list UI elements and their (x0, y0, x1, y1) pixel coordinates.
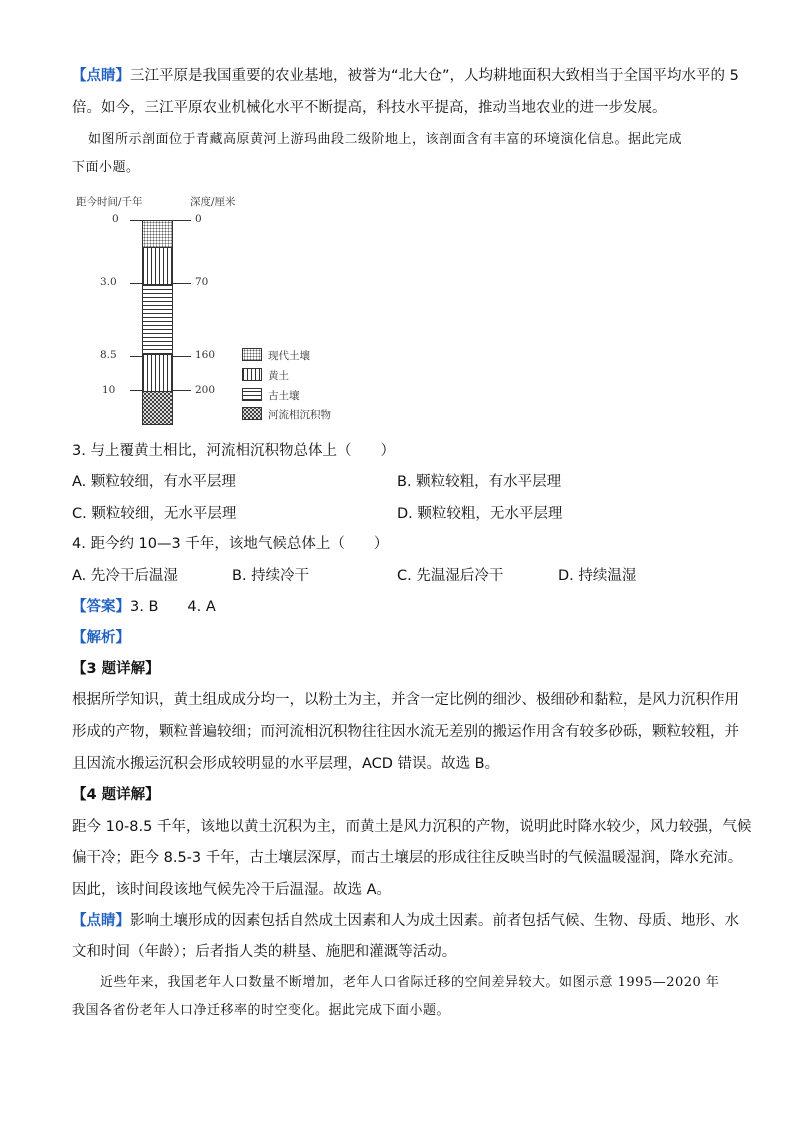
time-tick-mark (130, 356, 142, 357)
time-tick-mark (130, 390, 142, 391)
note-tag: 【点睛】 (72, 913, 130, 929)
note-line1 (72, 911, 739, 931)
stem-line2: 下面小题。 (72, 160, 140, 175)
q3-option-b: B. 颗粒较粗，有水平层理 (397, 474, 562, 490)
answer-line (72, 597, 216, 617)
detail3-line2: 形成的产物，颗粒普遍较细；而河流相沉积物往往因水流无差别的搬运作用含有较多砂砾，颗粒较粗，并 (72, 724, 739, 740)
intro-text-line2: 倍。如今，三江平原农业机械化水平不断提高，科技水平提高，推动当地农业的进一步发展。 (72, 100, 667, 116)
q4-option-d: D. 持续温湿 (558, 568, 637, 584)
legend-label: 黄土 (268, 370, 289, 382)
legend-swatch-modern-soil (242, 348, 262, 361)
legend-swatch-loess (242, 368, 262, 381)
time-tick-label: 8.5 (100, 349, 117, 361)
detail4-line2: 偏干冷；距今 8.5-3 千年，古土壤层深厚，而古土壤层的形成往往反映当时的气候温暖湿润，降水充沛。 (72, 850, 743, 866)
time-tick-label: 0 (112, 213, 119, 225)
answer-text: 3. B 4. A (130, 599, 216, 615)
soil-profile-figure (72, 190, 372, 430)
legend-label: 现代土壤 (268, 350, 310, 362)
depth-tick-mark (173, 390, 191, 391)
question-4: 4. 距今约 10—3 千年，该地气候总体上（ ） (72, 536, 389, 552)
time-tick-mark (130, 220, 142, 221)
time-tick-label: 3.0 (100, 276, 117, 288)
note-line2: 文和时间（年龄）；后者指人类的耕垦、施肥和灌溉等活动。 (72, 944, 457, 960)
intro-paragraph-line1 (72, 66, 739, 86)
q3-option-d: D. 颗粒较粗，无水平层理 (397, 506, 563, 522)
depth-tick-mark (173, 283, 191, 284)
depth-axis-title: 深度/厘米 (190, 196, 236, 208)
detail4-tag: 【4 题详解】 (72, 787, 160, 803)
legend-swatch-fluvial (242, 407, 262, 420)
legend-label: 古土壤 (268, 390, 300, 402)
depth-tick-mark (173, 356, 191, 357)
intro-tag: 【点睛】 (72, 68, 130, 84)
q4-option-c: C. 先温湿后冷干 (397, 568, 504, 584)
question-3: 3. 与上覆黄土相比，河流相沉积物总体上（ ） (72, 443, 395, 459)
depth-tick-label: 70 (195, 276, 209, 288)
depth-tick-label: 200 (195, 384, 216, 396)
q4-option-a: A. 先冷干后温湿 (72, 568, 178, 584)
layer-paleosol (143, 284, 172, 354)
intro-text-line1: 三江平原是我国重要的农业基地，被誉为“北大仓”，人均耕地面积大致相当于全国平均水平的 5 (130, 68, 739, 84)
profile-column (142, 220, 173, 425)
time-axis-title: 距今时间/千年 (76, 196, 143, 208)
depth-tick-mark (173, 220, 191, 221)
stem-line1: 如图所示剖面位于青藏高原黄河上游玛曲段二级阶地上，该剖面含有丰富的环境演化信息。据此完成 (88, 132, 683, 147)
detail4-line3: 因此，该时间段该地气候先冷干后温湿。故选 A。 (72, 882, 392, 898)
layer-modern-soil (143, 221, 172, 247)
depth-tick-label: 160 (195, 349, 216, 361)
detail3-line3: 且因流水搬运沉积会形成较明显的水平层理，ACD 错误。故选 B。 (72, 756, 500, 772)
next-stem-line1: 近些年来，我国老年人口数量不断增加，老年人口省际迁移的空间差异较大。如图示意 1995—2020 年 (100, 975, 720, 990)
legend-swatch-paleosol (242, 388, 262, 401)
layer-fluvial-deposit (143, 391, 172, 424)
time-tick-mark (130, 283, 142, 284)
layer-loess-upper (143, 247, 172, 284)
analysis-tag: 【解析】 (72, 630, 130, 646)
detail3-line1: 根据所学知识，黄土组成成分均一，以粉土为主，并含一定比例的细沙、极细砂和黏粒，是风力沉积作用 (72, 692, 739, 708)
next-stem-line2: 我国各省份老年人口净迁移率的时空变化。据此完成下面小题。 (72, 1003, 451, 1018)
answer-tag: 【答案】 (72, 599, 130, 615)
q4-option-b: B. 持续冷干 (232, 568, 310, 584)
q3-option-a: A. 颗粒较细，有水平层理 (72, 474, 236, 490)
detail4-line1: 距今 10-8.5 千年，该地以黄土沉积为主，而黄土是风力沉积的产物，说明此时降水较少，风力较强，气候 (72, 819, 752, 835)
q3-option-c: C. 颗粒较细，无水平层理 (72, 506, 237, 522)
note-text-line1: 影响土壤形成的因素包括自然成土因素和人为成土因素。前者包括气候、生物、母质、地形、水 (130, 913, 739, 929)
time-tick-label: 10 (102, 384, 116, 396)
depth-tick-label: 0 (195, 213, 202, 225)
legend-label: 河流相沉积物 (268, 409, 331, 421)
detail3-tag: 【3 题详解】 (72, 661, 160, 677)
layer-loess-lower (143, 354, 172, 391)
